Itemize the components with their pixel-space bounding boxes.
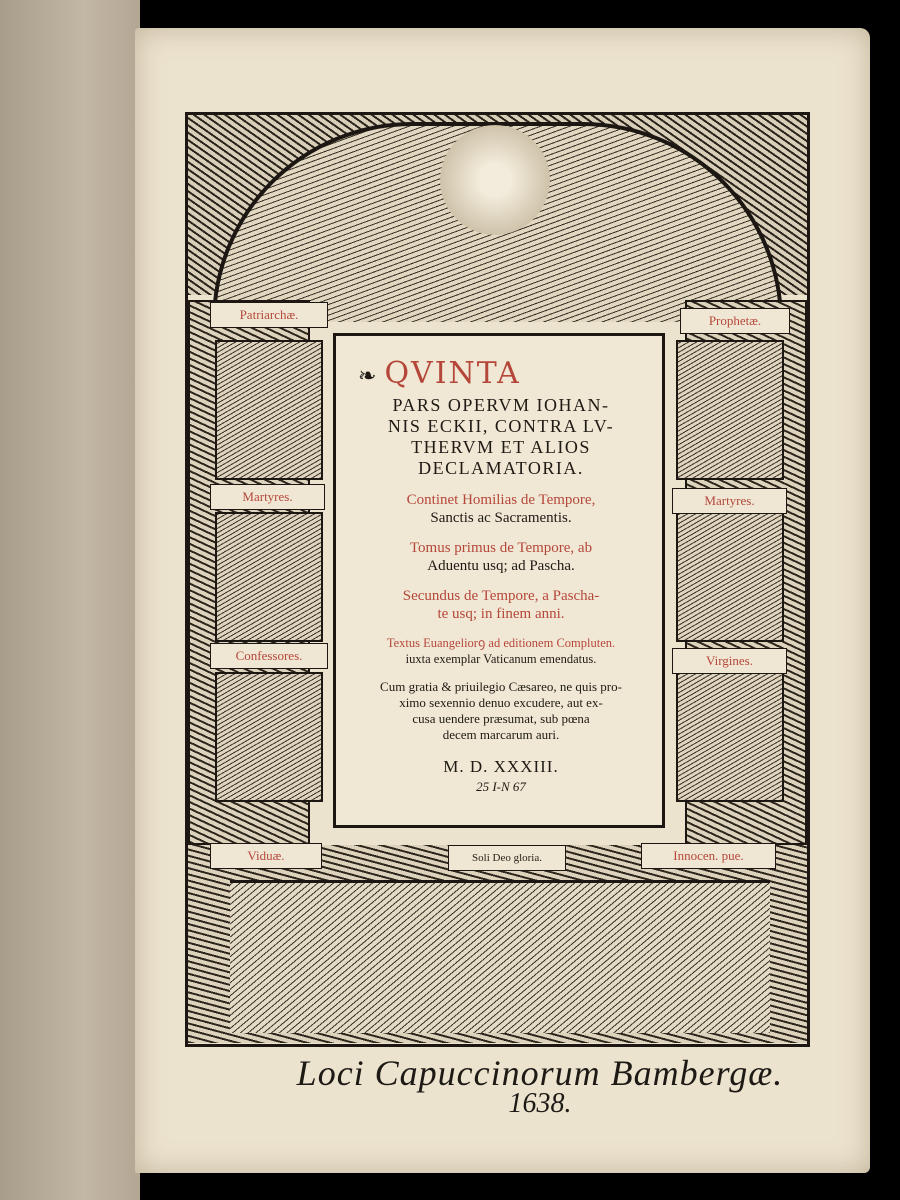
label-patriarchae: Patriarchæ. [210,302,328,328]
fleuron-icon: ❧ [358,364,379,389]
privilege-note [350,679,652,743]
tome-one-line: Aduentu usq; ad Pascha. [427,558,575,574]
tome-two-line: te usq; in finem anni. [437,606,565,622]
privilege-line: ximo sexennio denuo excudere, aut ex- [399,695,603,710]
inscription-line-1: Loci Capuccinorum Bambergæ. [296,1053,784,1093]
label-virgines: Virgines. [672,648,787,674]
inscription-line-2: 1638. [508,1088,572,1119]
ownership-inscription [260,1052,820,1120]
tome-one-note [350,539,652,575]
gospel-note [350,635,652,667]
privilege-line: decem marcarum auri. [442,727,560,742]
gospel-line: Textus Euangeliorꝯ ad editionem Compluten. [386,636,616,650]
privilege-line: Cum gratia & priuilegio Cæsareo, ne quis pro- [380,679,622,694]
tome-two-line: Secundus de Tempore, a Pascha- [402,588,600,604]
book-cover-edge [0,0,140,1200]
book-subtitle [350,395,652,479]
contents-line: Sanctis ac Sacramentis. [430,510,572,526]
tome-one-line: Tomus primus de Tempore, ab [409,540,593,556]
shelfmark: 25 I-N 67 [476,779,526,794]
privilege-line: cusa uendere præsumat, sub pœna [412,711,590,726]
label-innocen-pue: Innocen. pue. [641,843,776,869]
label-confessores: Confessores. [210,643,328,669]
subtitle-line: NIS ECKII, CONTRA LV- [387,416,615,436]
label-martyres-right: Martyres. [672,488,787,514]
gospel-line: iuxta exemplar Vaticanum emendatus. [405,652,597,666]
tome-two-note [350,587,652,623]
contents-note [350,491,652,527]
book-title [358,358,652,393]
title-text-panel [333,333,665,828]
subtitle-line: PARS OPERVM IOHAN- [392,395,610,415]
label-martyres-left: Martyres. [210,484,325,510]
label-prophetae: Prophetæ. [680,308,790,334]
subtitle-line: THERVM ET ALIOS [411,437,591,457]
imprint-date: M. D. XXXIII. [443,757,559,776]
book-title-text: QVINTA [384,356,521,391]
contents-line: Continet Homilias de Tempore, [406,492,596,508]
subtitle-line: DECLAMATORIA. [418,458,584,478]
label-soli-deo-gloria: Soli Deo gloria. [448,845,566,871]
label-viduae: Viduæ. [210,843,322,869]
